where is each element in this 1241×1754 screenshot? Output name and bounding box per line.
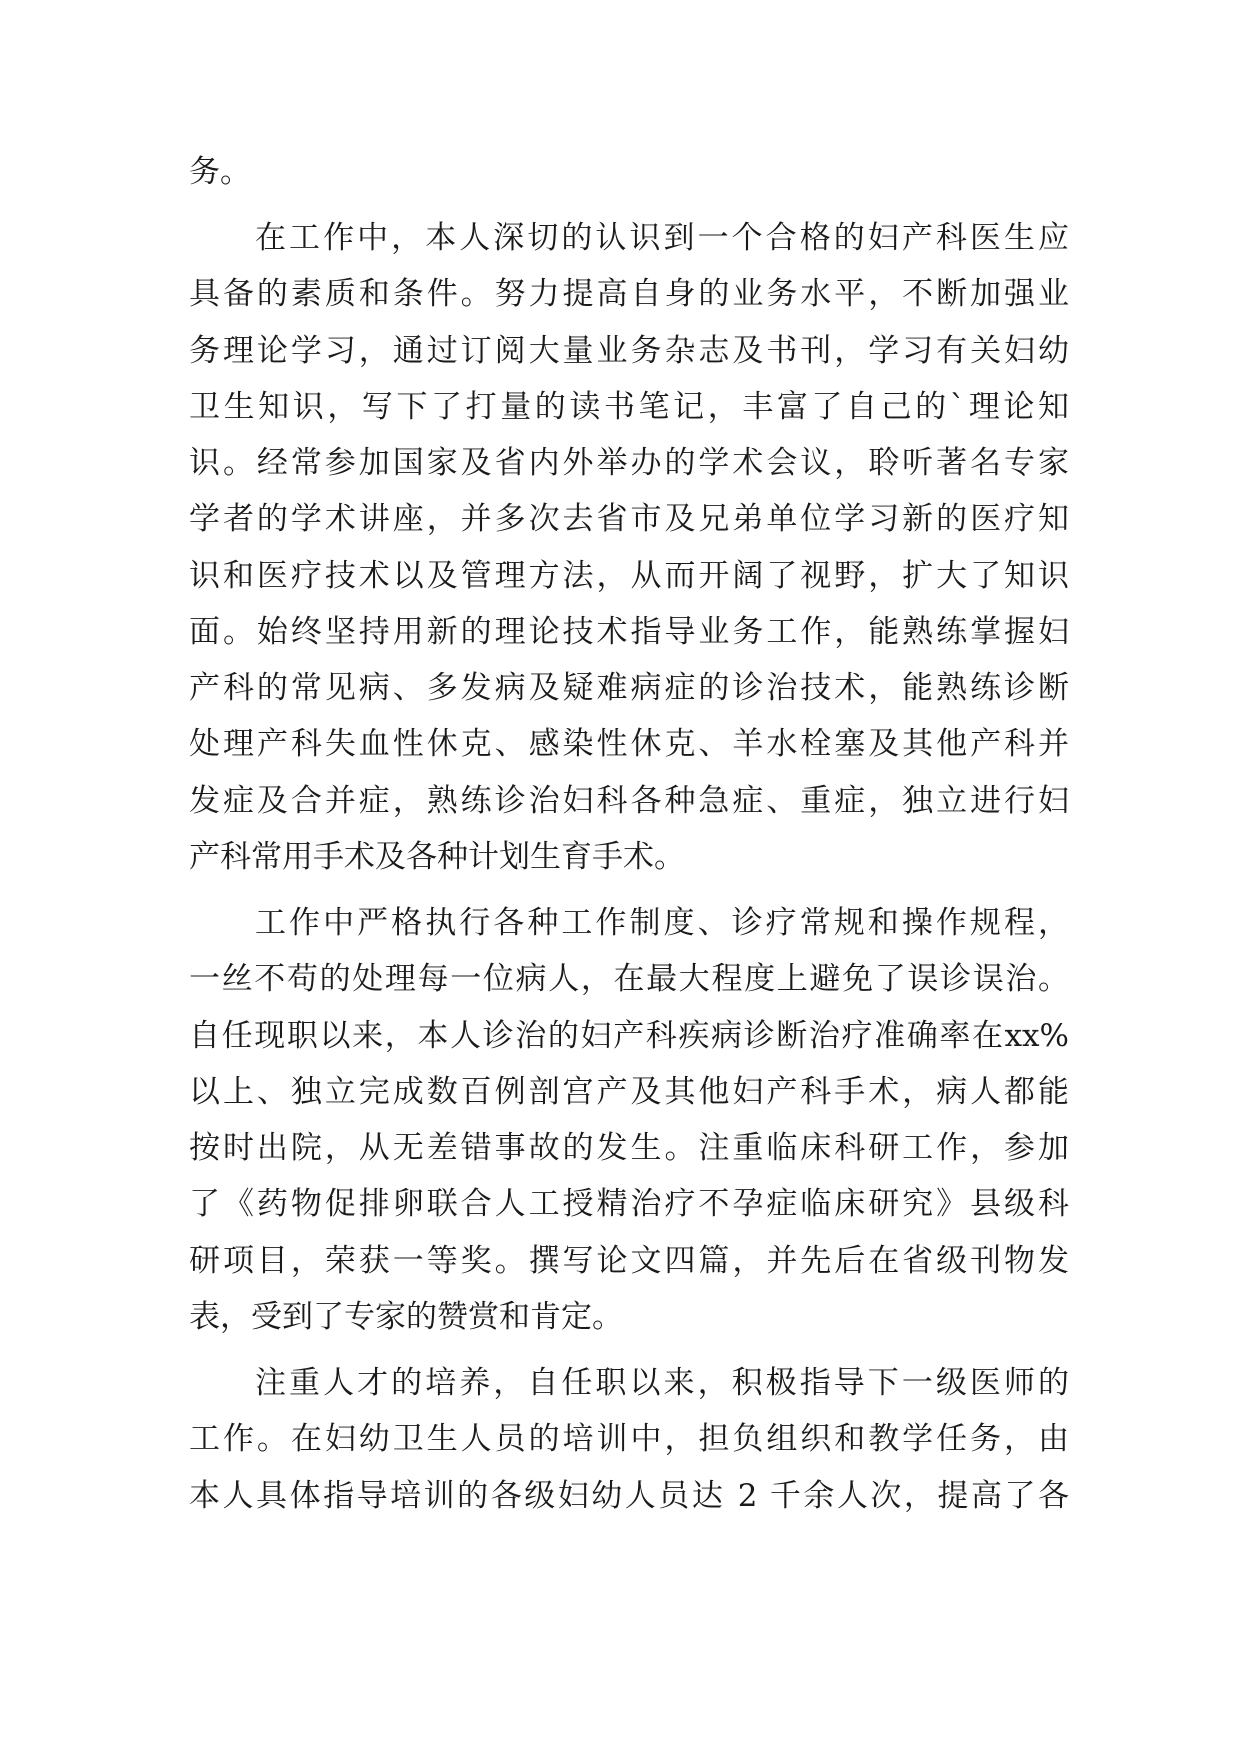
text-line: 产科的常见病、多发病及疑难病症的诊治技术，能熟练诊断 xyxy=(189,670,1069,706)
text-line: 务理论学习，通过订阅大量业务杂志及书刊，学习有关妇幼 xyxy=(189,333,1069,369)
text-line: 本人具体指导培训的各级妇幼人员达 2 千余人次，提高了各 xyxy=(189,1478,1069,1514)
text-line: 发症及合并症，熟练诊治妇科各种急症、重症，独立进行妇 xyxy=(189,783,1069,819)
text-line: 研项目，荣获一等奖。撰写论文四篇，并先后在省级刊物发 xyxy=(189,1243,1069,1279)
text-line: 产科常用手术及各种计划生育手术。 xyxy=(189,839,685,875)
text-line: 按时出院，从无差错事故的发生。注重临床科研工作，参加 xyxy=(189,1130,1069,1166)
text-line: 务。 xyxy=(189,154,251,190)
paragraph-first-line: 注重人才的培养，自任职以来，积极指导下一级医师的 xyxy=(255,1365,1069,1401)
text-line: 工作。在妇幼卫生人员的培训中，担负组织和教学任务，由 xyxy=(189,1421,1069,1457)
text-line: 卫生知识，写下了打量的读书笔记，丰富了自己的`理论知 xyxy=(189,389,1069,425)
paragraph-first-line: 在工作中，本人深切的认识到一个合格的妇产科医生应 xyxy=(255,220,1069,256)
text-line: 识。经常参加国家及省内外举办的学术会议，聆听著名专家 xyxy=(189,445,1069,481)
text-line: 表，受到了专家的赞赏和肯定。 xyxy=(189,1299,623,1335)
paragraph-first-line: 工作中严格执行各种工作制度、诊疗常规和操作规程， xyxy=(255,905,1069,941)
text-line: 处理产科失血性休克、感染性休克、羊水栓塞及其他产科并 xyxy=(189,726,1069,762)
text-line: 自任现职以来，本人诊治的妇产科疾病诊断治疗准确率在xx% xyxy=(189,1018,1069,1054)
text-line: 学者的学术讲座，并多次去省市及兄弟单位学习新的医疗知 xyxy=(189,501,1069,537)
text-line: 一丝不苟的处理每一位病人，在最大程度上避免了误诊误治。 xyxy=(189,961,1069,997)
text-line: 面。始终坚持用新的理论技术指导业务工作，能熟练掌握妇 xyxy=(189,614,1069,650)
text-line: 识和医疗技术以及管理方法，从而开阔了视野，扩大了知识 xyxy=(189,558,1069,594)
text-line: 以上、独立完成数百例剖宫产及其他妇产科手术，病人都能 xyxy=(189,1074,1069,1110)
text-line: 了《药物促排卵联合人工授精治疗不孕症临床研究》县级科 xyxy=(189,1186,1069,1222)
text-line: 具备的素质和条件。努力提高自身的业务水平，不断加强业 xyxy=(189,276,1069,312)
